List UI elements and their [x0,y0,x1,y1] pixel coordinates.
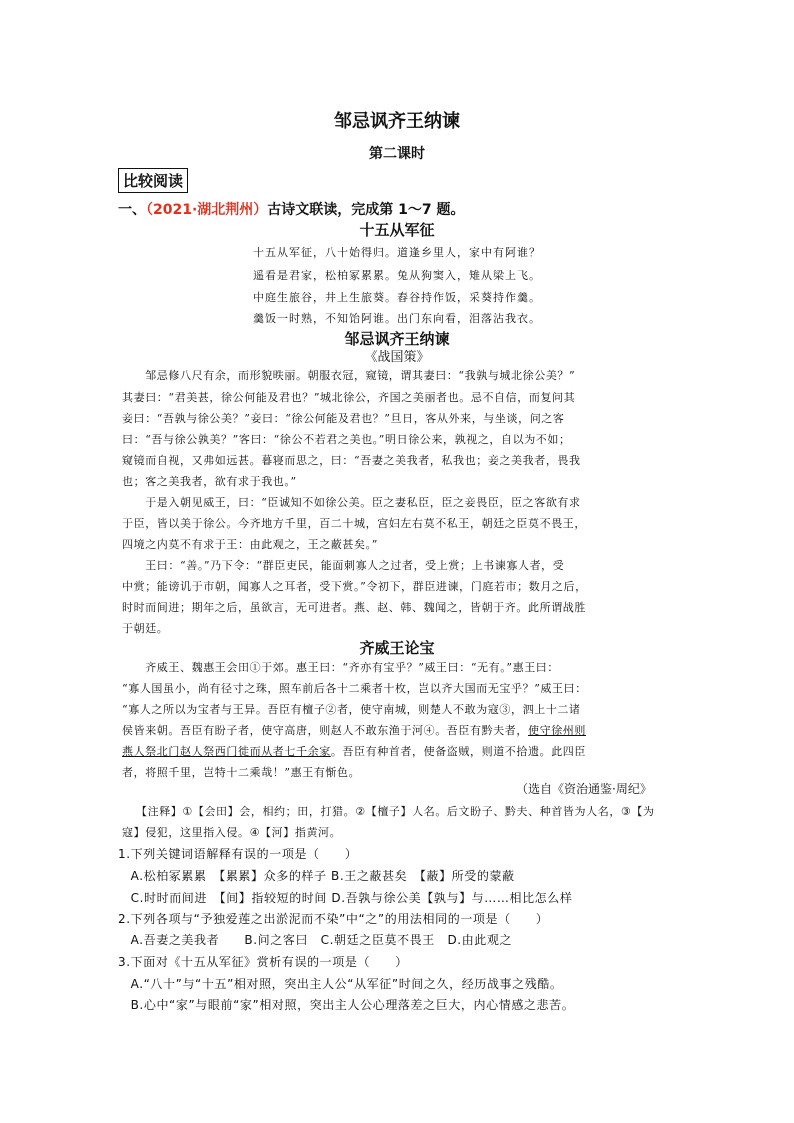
article-source: 《战国策》 [364,350,430,365]
article-line: “寡人之所以为宝者与王异。吾臣有檀子②者，使守南城，则楚人不敢为寇③，泗上十二诸 [122,703,581,716]
article-line: 窥镜而自视，又弗如远甚。暮寝而思之，曰：“吾妻之美我者，私我也；妾之美我者，畏我 [122,454,581,467]
section-label: 比较阅读 [118,168,188,193]
question-options: B.心中“家”与眼前“家”相对照，突出主人公心理落差之巨大，内心情感之悲苦。 [118,998,575,1012]
question-group-heading [118,199,465,219]
article-line: 四境之内莫不有求于王：由此观之，王之蔽甚矣。” [122,538,378,551]
page-subtitle: 第二课时 [369,146,425,162]
underlined-phrase: 燕人祭北门赵人祭西门徙而从者七千余家 [122,745,331,758]
article-line: 邹忌修八尺有余，而形貌昳丽。朝服衣冠，窥镜，谓其妻曰：“我孰与城北徐公美？” [122,369,576,382]
page-title: 邹忌讽齐王纳谏 [334,111,460,132]
article-line: 齐威王、魏惠王会田①于郊。惠王曰：“齐亦有宝乎？”威王曰：“无有。”惠王曰： [122,661,559,674]
article-line-text: 。吾臣有种首者，使备盗贼，则道不拾遗。此四臣 [330,745,587,758]
article-line: 于是入朝见威王，曰：“臣诚知不如徐公美。臣之妻私臣，臣之妾畏臣，臣之客欲有求 [122,496,581,509]
article-source: （选自《资治通鉴·周纪》 [516,782,652,796]
article-line: “寡人国虽小，尚有径寸之珠，照车前后各十二乘者十枚，岂以齐大国而无宝乎？”威王曰： [122,682,587,695]
annotation-line: 【注释】①【会田】会，相约；田，打猎。②【檀子】人名。后文盼子、黔夫、种首皆为人名，③【为 [136,805,655,818]
poem-title: 十五从军征 [359,221,435,239]
annotation-line: 寇】侵犯，这里指入侵。④【河】指黄河。 [122,826,342,839]
article-line: 曰：“吾与徐公孰美？”客曰：“徐公不若君之美也。”明日徐公来，孰视之，自以为不如； [122,433,571,446]
underlined-phrase: 使守徐州则 [528,724,586,737]
question-group-prefix: 一、 [118,202,146,218]
article-line: 其妻曰：“君美甚，徐公何能及君也？”城北徐公，齐国之美丽者也。忌不自信，而复问其 [122,391,576,404]
article-line: 者，将照千里，岂特十二乘哉！”惠王有惭色。 [122,766,361,779]
question-options: C.时时而间进 【间】指较短的时间 D.吾孰与徐公美【孰与】与……相比怎么样 [118,891,573,905]
article-line: 于朝廷。 [122,622,169,635]
article-line: 王曰：“善。”乃下令：“群臣吏民，能面刺寡人之过者，受上赏；上书谏寡人者，受 [122,559,565,572]
article-line: 于臣，皆以美于徐公。今齐地方千里，百二十城，宫妇左右莫不私王，朝廷之臣莫不畏王， [122,517,586,530]
article-line-text: 侯皆来朝。吾臣有盼子者，使守高唐，则赵人不敢东渔于河④。吾臣有黔夫者， [122,724,528,737]
question-stem: 3.下面对《十五从军征》赏析有误的一项是（ ） [118,955,408,969]
article-line: 妾曰：“吾孰与徐公美？”妾曰：“徐公何能及君也？”旦日，客从外来，与坐谈，问之客 [122,412,565,425]
article-line [122,743,586,759]
question-options: A.松柏冢累累 【累累】众多的样子 B.王之蔽甚矣 【蔽】所受的蒙蔽 [118,869,515,883]
article-title: 齐威王论宝 [359,639,435,657]
question-stem: 1.下列关键词语解释有误的一项是（ ） [118,847,358,861]
question-source: （2021·湖北荆州） [146,202,268,218]
question-options: A.“八十”与“十五”相对照，突出主人公“从军征”时间之久，经历战事之残酷。 [118,977,563,991]
article-line: 中赏；能谤讥于市朝，闻寡人之耳者，受下赏。”令初下，群臣进谏，门庭若市；数月之后， [122,580,587,593]
question-stem: 2.下列各项与“予独爱莲之出淤泥而不染”中“之”的用法相同的一项是（ ） [118,912,549,926]
poem-line: 遥看是君家，松柏冢累累。兔从狗窦入，雉从梁上飞。 [253,269,541,282]
question-group-text: 古诗文联读，完成第 1～7 题。 [267,202,465,218]
poem-line: 中庭生旅谷，井上生旅葵。舂谷持作饭，采葵持作羹。 [253,291,541,304]
poem-line: 十五从军征，八十始得归。道逢乡里人，家中有阿谁？ [253,246,541,259]
article-title: 邹忌讽齐王纳谏 [344,330,450,348]
question-options: A.吾妻之美我者 B.问之客曰 C.朝廷之臣莫不畏王 D.由此观之 [118,933,513,947]
article-line: 也；客之美我者，欲有求于我也。” [122,475,297,488]
poem-line: 羹饭一时熟，不知饴阿谁。出门东向看，泪落沾我衣。 [253,312,541,325]
article-line [122,722,586,738]
article-line: 时时而间进；期年之后，虽欲言，无可进者。燕、赵、韩、魏闻之，皆朝于齐。此所谓战胜 [122,601,586,614]
